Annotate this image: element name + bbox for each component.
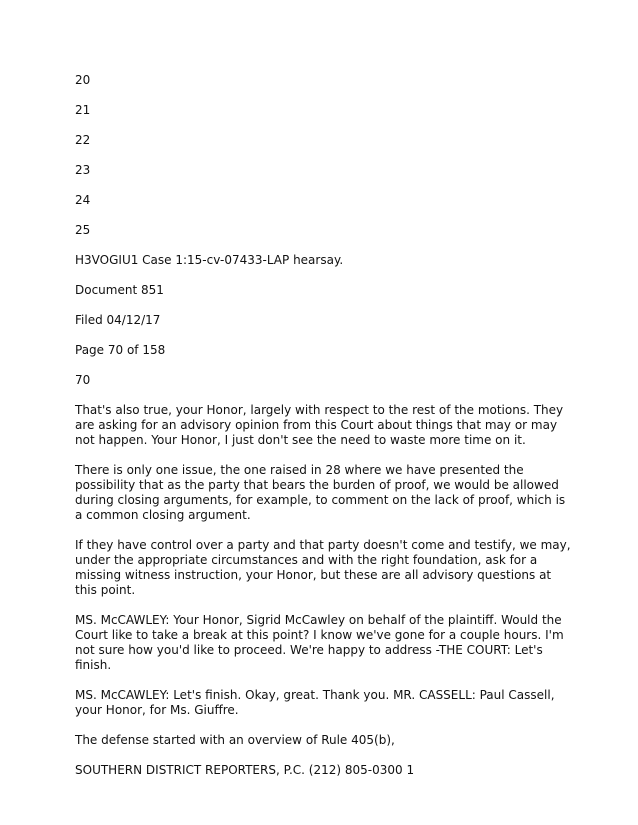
line-number: 20 — [75, 73, 91, 87]
transcript-paragraph: That's also true, your Honor, largely with respect to the rest of the motions. They are asking for an advisory opinion from this Court about things that may or may not happen. Your Honor, I just don't see the need to waste more time on it. — [75, 403, 564, 447]
footer-reporter: SOUTHERN DISTRICT REPORTERS, P.C. (212) 805-0300 1 — [75, 763, 415, 777]
transcript-paragraph: The defense started with an overview of Rule 405(b), — [75, 733, 395, 747]
transcript-paragraph: If they have control over a party and that party doesn't come and testify, we may, under the appropriate circumstances and with the right foundation, ask for a missing witness instruction, your Honor, but these are all advisory questions at this point. — [75, 538, 571, 597]
page-number: 70 — [75, 373, 91, 387]
line-number: 23 — [75, 163, 91, 177]
document-number: Document 851 — [75, 283, 164, 297]
transcript-paragraph: MS. McCAWLEY: Your Honor, Sigrid McCawley on behalf of the plaintiff. Would the Court like to take a break at this point? I know we've gone for a couple hours. I'm not sure how you'd like to proceed. We're happy to address -THE COURT: Let's finish. — [75, 613, 564, 672]
transcript-paragraph: MS. McCAWLEY: Let's finish. Okay, great. Thank you. MR. CASSELL: Paul Cassell, your Honor, for Ms. Giuffre. — [75, 688, 555, 717]
page-of-total: Page 70 of 158 — [75, 343, 166, 357]
line-number: 21 — [75, 103, 91, 117]
filed-date: Filed 04/12/17 — [75, 313, 161, 327]
transcript-paragraph: There is only one issue, the one raised in 28 where we have presented the possibility that as the party that bears the burden of proof, we would be allowed during closing arguments, for example, to comment on the lack of proof, which is a common closing argument. — [75, 463, 566, 522]
transcript-text — [75, 73, 575, 793]
line-number: 24 — [75, 193, 91, 207]
case-header: H3VOGIU1 Case 1:15-cv-07433-LAP hearsay. — [75, 253, 344, 267]
line-number: 25 — [75, 223, 91, 237]
line-number: 22 — [75, 133, 91, 147]
